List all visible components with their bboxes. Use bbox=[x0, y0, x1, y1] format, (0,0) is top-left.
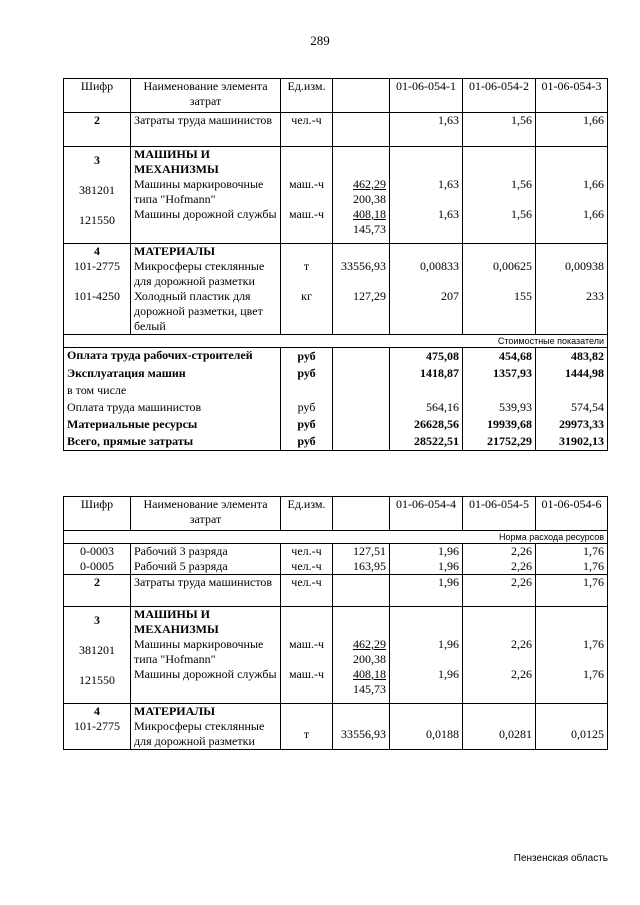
table-row-group-materials bbox=[64, 244, 608, 335]
row-value-3: 0,00938 233 bbox=[536, 244, 608, 335]
row-value-1: 0,0188 bbox=[390, 704, 463, 750]
row-unit: чел.-ч чел.-ч bbox=[281, 544, 333, 575]
table-row-group-machines bbox=[64, 147, 608, 244]
resource-table-2 bbox=[63, 496, 608, 750]
header-name: Наименование элемента затрат bbox=[131, 79, 281, 113]
row-unit: т bbox=[281, 704, 333, 750]
row-value-3: 1,66 bbox=[536, 113, 608, 147]
total-value-2: 19939,68 bbox=[463, 416, 536, 433]
total-unit bbox=[281, 382, 333, 399]
row-unit: маш.-ч маш.-ч bbox=[281, 147, 333, 244]
row-name: МАТЕРИАЛЫ Микросферы стеклянные для дорожной разметки bbox=[131, 704, 281, 750]
row-code: 3 381201 121550 bbox=[64, 607, 131, 704]
row-value-1: 1,63 bbox=[390, 113, 463, 147]
total-name: Материальные ресурсы bbox=[64, 416, 281, 433]
total-name: Эксплуатация машин bbox=[64, 365, 281, 382]
row-code: 4 101-2775 bbox=[64, 704, 131, 750]
total-value-3: 29973,33 bbox=[536, 416, 608, 433]
section-label: Стоимостные показатели bbox=[64, 335, 608, 348]
resource-table-1 bbox=[63, 78, 608, 451]
total-name: Оплата труда рабочих-строителей bbox=[64, 348, 281, 366]
total-unit: руб bbox=[281, 365, 333, 382]
header-col-3: 01-06-054-6 bbox=[536, 497, 608, 531]
row-code: 4 101-2775 101-4250 bbox=[64, 244, 131, 335]
total-price bbox=[333, 416, 390, 433]
row-value-3: 0,0125 bbox=[536, 704, 608, 750]
table-row-group-machines bbox=[64, 607, 608, 704]
total-value-3: 574,54 bbox=[536, 399, 608, 416]
total-unit: руб bbox=[281, 348, 333, 366]
row-value-1: 1,96 bbox=[390, 575, 463, 607]
header-unit: Ед.изм. bbox=[281, 79, 333, 113]
row-name: Затраты труда машинистов bbox=[131, 575, 281, 607]
total-price bbox=[333, 399, 390, 416]
total-value-1 bbox=[390, 382, 463, 399]
row-value-2: 1,56 bbox=[463, 113, 536, 147]
table-row-group-materials bbox=[64, 704, 608, 750]
totals-row bbox=[64, 382, 608, 399]
table-header-row bbox=[64, 497, 608, 531]
total-value-3: 483,82 bbox=[536, 348, 608, 366]
section-label-row bbox=[64, 531, 608, 544]
footer-region-label: Пензенская область bbox=[513, 853, 608, 864]
total-name: в том числе bbox=[64, 382, 281, 399]
row-price: 127,51 163,95 bbox=[333, 544, 390, 575]
total-name: Всего, прямые затраты bbox=[64, 433, 281, 451]
header-col-2: 01-06-054-5 bbox=[463, 497, 536, 531]
total-price bbox=[333, 365, 390, 382]
row-value-2: 1,56 1,56 bbox=[463, 147, 536, 244]
row-unit: чел.-ч bbox=[281, 575, 333, 607]
row-value-2: 0,0281 bbox=[463, 704, 536, 750]
total-value-1: 475,08 bbox=[390, 348, 463, 366]
row-value-3: 1,76 1,76 bbox=[536, 544, 608, 575]
row-value-2: 2,26 2,26 bbox=[463, 544, 536, 575]
header-code: Шифр bbox=[64, 497, 131, 531]
row-value-3: 1,76 bbox=[536, 575, 608, 607]
row-value-1: 1,96 1,96 bbox=[390, 607, 463, 704]
header-col-2: 01-06-054-2 bbox=[463, 79, 536, 113]
totals-row bbox=[64, 365, 608, 382]
row-price: 462,29 200,38 408,18 145,73 bbox=[333, 607, 390, 704]
row-unit: маш.-ч маш.-ч bbox=[281, 607, 333, 704]
header-col-3: 01-06-054-3 bbox=[536, 79, 608, 113]
row-value-2: 0,00625 155 bbox=[463, 244, 536, 335]
header-price bbox=[333, 497, 390, 531]
total-price bbox=[333, 382, 390, 399]
header-col-1: 01-06-054-4 bbox=[390, 497, 463, 531]
total-unit: руб bbox=[281, 433, 333, 451]
table-header-row bbox=[64, 79, 608, 113]
row-name: МАТЕРИАЛЫ Микросферы стеклянные для дорожной разметки Холодный пластик для дорожной разметки, цвет белый bbox=[131, 244, 281, 335]
row-value-1: 1,63 1,63 bbox=[390, 147, 463, 244]
row-value-3: 1,66 1,66 bbox=[536, 147, 608, 244]
total-unit: руб bbox=[281, 399, 333, 416]
header-name: Наименование элемента затрат bbox=[131, 497, 281, 531]
totals-row bbox=[64, 348, 608, 366]
row-code: 3 381201 121550 bbox=[64, 147, 131, 244]
total-value-1: 1418,87 bbox=[390, 365, 463, 382]
row-code: 2 bbox=[64, 575, 131, 607]
header-col-1: 01-06-054-1 bbox=[390, 79, 463, 113]
row-value-2: 2,26 2,26 bbox=[463, 607, 536, 704]
row-price: 33556,93 bbox=[333, 704, 390, 750]
row-code: 0-0003 0-0005 bbox=[64, 544, 131, 575]
total-value-1: 28522,51 bbox=[390, 433, 463, 451]
totals-row bbox=[64, 399, 608, 416]
row-name: МАШИНЫ И МЕХАНИЗМЫ Машины маркировочные типа "Hofmann" Машины дорожной службы bbox=[131, 147, 281, 244]
header-code: Шифр bbox=[64, 79, 131, 113]
row-price bbox=[333, 575, 390, 607]
row-name: МАШИНЫ И МЕХАНИЗМЫ Машины маркировочные типа "Hofmann" Машины дорожной службы bbox=[131, 607, 281, 704]
totals-row bbox=[64, 416, 608, 433]
table-row bbox=[64, 113, 608, 147]
row-unit: т кг bbox=[281, 244, 333, 335]
total-value-3: 1444,98 bbox=[536, 365, 608, 382]
total-price bbox=[333, 348, 390, 366]
row-code: 2 bbox=[64, 113, 131, 147]
total-value-2 bbox=[463, 382, 536, 399]
row-value-3: 1,76 1,76 bbox=[536, 607, 608, 704]
page-number: 289 bbox=[310, 33, 330, 48]
section-label: Норма расхода ресурсов bbox=[64, 531, 608, 544]
table-row bbox=[64, 575, 608, 607]
row-price: 462,29 200,38 408,18 145,73 bbox=[333, 147, 390, 244]
total-name: Оплата труда машинистов bbox=[64, 399, 281, 416]
section-label-row bbox=[64, 335, 608, 348]
row-name: Затраты труда машинистов bbox=[131, 113, 281, 147]
total-unit: руб bbox=[281, 416, 333, 433]
total-value-2: 21752,29 bbox=[463, 433, 536, 451]
table-row-group-workers bbox=[64, 544, 608, 575]
total-value-3: 31902,13 bbox=[536, 433, 608, 451]
total-value-2: 1357,93 bbox=[463, 365, 536, 382]
row-price: 33556,93 127,29 bbox=[333, 244, 390, 335]
total-value-1: 26628,56 bbox=[390, 416, 463, 433]
header-price bbox=[333, 79, 390, 113]
totals-row bbox=[64, 433, 608, 451]
header-unit: Ед.изм. bbox=[281, 497, 333, 531]
row-price bbox=[333, 113, 390, 147]
total-value-2: 454,68 bbox=[463, 348, 536, 366]
total-value-1: 564,16 bbox=[390, 399, 463, 416]
total-value-2: 539,93 bbox=[463, 399, 536, 416]
row-unit: чел.-ч bbox=[281, 113, 333, 147]
row-value-2: 2,26 bbox=[463, 575, 536, 607]
total-price bbox=[333, 433, 390, 451]
total-value-3 bbox=[536, 382, 608, 399]
row-value-1: 0,00833 207 bbox=[390, 244, 463, 335]
row-name: Рабочий 3 разряда Рабочий 5 разряда bbox=[131, 544, 281, 575]
row-value-1: 1,96 1,96 bbox=[390, 544, 463, 575]
